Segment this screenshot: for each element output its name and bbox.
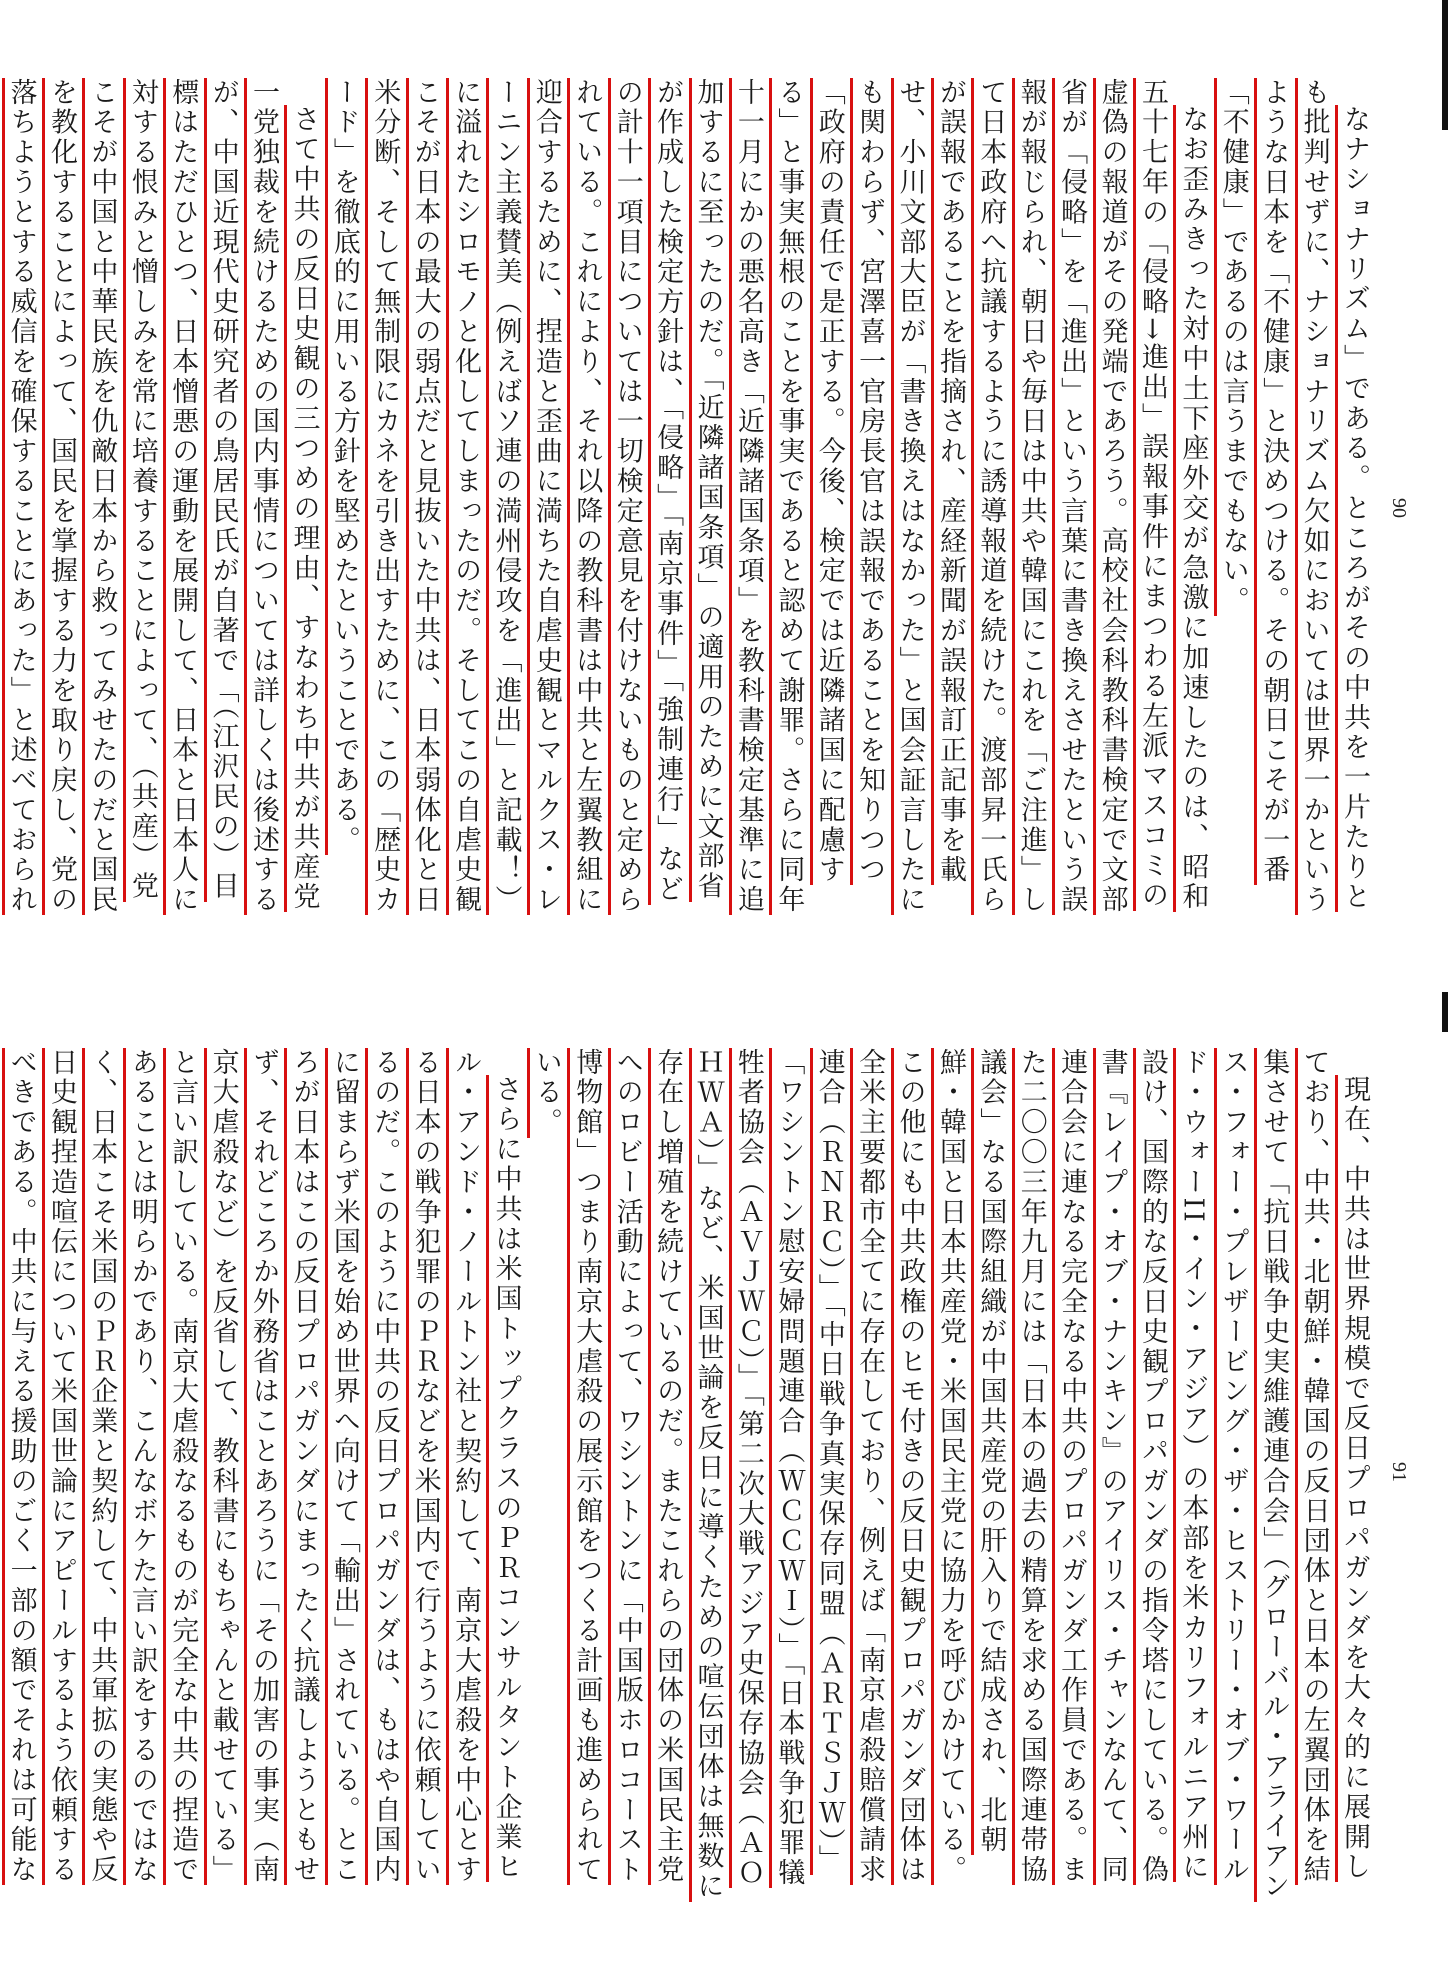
paragraph-text: さて中共の反日史観の三つめの理由、すなわち中共が共産党一党独裁を続けるための国内事情については詳しくは後述するが、中国近現代史研究者の鳥居民氏が自著で「（江沢民の）目標はただひとつ、日本憎悪の運動を展開して、日本と日本人に対する恨みと憎しみを常に培養することによって、（共産）党こそが中国と中華民族を仇敵日本から救ってみせたのだと国民を教化することによって、国民を掌握する力を取り戻し、党の落ちようとする威信を確保することにあった」と述べておられ <box>0 78 319 915</box>
page-91 <box>0 992 1448 1984</box>
body-text-column <box>5 78 1374 918</box>
page-number: 91 <box>1388 1462 1410 1482</box>
paragraph <box>0 1048 525 1908</box>
paragraph-text: なナショナリズム」である。ところがその中共を一片たりとも批判せずに、ナショナリズム欠如においては世界一かというような日本を「不健康」と決めつける。その朝日こそが一番「不健康」であるのは言うまでもない。 <box>1214 78 1370 915</box>
paragraph <box>525 1048 1374 1908</box>
page-number: 90 <box>1388 498 1410 518</box>
paragraph-text: なお歪みきった対中土下座外交が急激に加速したのは、昭和五十七年の「侵略→進出」誤報事件にまつわる左派マスコミの虚偽の報道がその発端であろう。高校社会科教科書検定で文部省が「侵略」を「進出」という言葉に書き換えさせたという誤報が報じられ、朝日や毎日は中共や韓国にこれを「ご注進」して日本政府へ抗議するように誘導報道を続けた。渡部昇一氏らが誤報であることを指摘され、産経新聞が誤報訂正記事を載せ、小川文部大臣が「書き換えはなかった」と国会証言したにも関わらず、宮澤喜一官房長官は誤報であることを知りつつ「政府の責任で是正する。今後、検定では近隣諸国に配慮する」と事実無根のことを事実であると認めて謝罪。さらに同年十一月にかの悪名高き「近隣諸国条項」を教科書検定基準に追加するに至ったのだ。「近隣諸国条項」の適用のために文部省が作成した検定方針は、「侵略」「南京事件」「強制連行」などの計十一項目については一切検定意見を付けないものと定められている。これにより、それ以降の教科書は中共と左翼教組に迎合するために、捏造と歪曲に満ちた自虐史観とマルクス・レーニン主義賛美（例えばソ連の満州侵攻を「進出」と記載！）に溢れたシロモノと化してしまったのだ。そしてこの自虐史観こそが日本の最大の弱点だと見抜いた中共は、日本弱体化と日米分断、そして無制限にカネを引き出すために、この「歴史カード」を徹底的に用いる方針を堅めたということである。 <box>325 78 1209 915</box>
paragraph <box>323 78 1212 918</box>
scan-edge-mark <box>1442 992 1448 1032</box>
paragraph <box>0 78 323 918</box>
paragraph-text: さらに中共は米国トップクラスのＰＲコンサルタント企業ヒル・アンド・ノールトン社と契約して、南京大虐殺を中心とする日本の戦争犯罪のＰＲなどを米国内で行うように依頼しているのだ。このように中共の反日プロパガンダは、もはや自国内に留まらず米国を始め世界へ向けて「輸出」されている。ところが日本はこの反日プロパガンダにまったく抗議しようともせず、それどころか外務省はことあろうに「その加害の事実（南京大虐殺など）を反省して、教科書にもちゃんと載せている」と言い訳している。南京大虐殺なるものが完全な中共の捏造であることは明らかであり、こんなボケた言い訳をするのではなく、日本こそ米国のＰＲ企業と契約して、中共軍拡の実態や反日史観捏造喧伝について米国世論にアピールするよう依頼するべきである。中共に与える援助のごく一部の額でそれは可能な <box>0 1048 521 1885</box>
paragraph <box>1212 78 1374 918</box>
paragraph-text: 現在、中共は世界規模で反日プロパガンダを大々的に展開しており、中共・北朝鮮・韓国の反日団体と日本の左翼団体を結集させて「抗日戦争史実維護連合会」（グローバル・アライアンス・フォー・プレザービング・ザ・ヒストリー・オブ・ワールド・ウォーII・イン・アジア）の本部を米カリフォルニア州に設け、国際的な反日史観プロパガンダの指令塔にしている。偽書『レイプ・オブ・ナンキン』のアイリス・チャンなんて、同連合会に連なる完全なる中共のプロパガンダ工作員である。また二〇〇三年九月には「日本の過去の精算を求める国際連帯協議会」なる国際組織が中国共産党の肝入りで結成され、北朝鮮・韓国と日本共産党・米国民主党に協力を呼びかけている。この他にも中共政権のヒモ付きの反日史観プロパガンダ団体は全米主要都市全てに存在しており、例えば「南京虐殺賠償請求連合（ＲＮＲＣ）」「中日戦争真実保存同盟（ＡＲＴＳＪＷ）」「ワシントン慰安婦問題連合（ＷＣＣＷＩ）」「日本戦争犯罪犠牲者協会（ＡＶＪＷＣ）」「第二次大戦アジア史保存協会（ＡＯＨＷＡ）」など、米国世論を反日に導くための喧伝団体は無数に存在し増殖を続けているのだ。またこれらの団体の米国民主党へのロビー活動によって、ワシントンに「中国版ホロコースト博物館」つまり南京大虐殺の展示館をつくる計画も進められている。 <box>527 1048 1370 1902</box>
body-text-column <box>5 1048 1374 1908</box>
scan-edge-mark <box>1442 0 1448 130</box>
